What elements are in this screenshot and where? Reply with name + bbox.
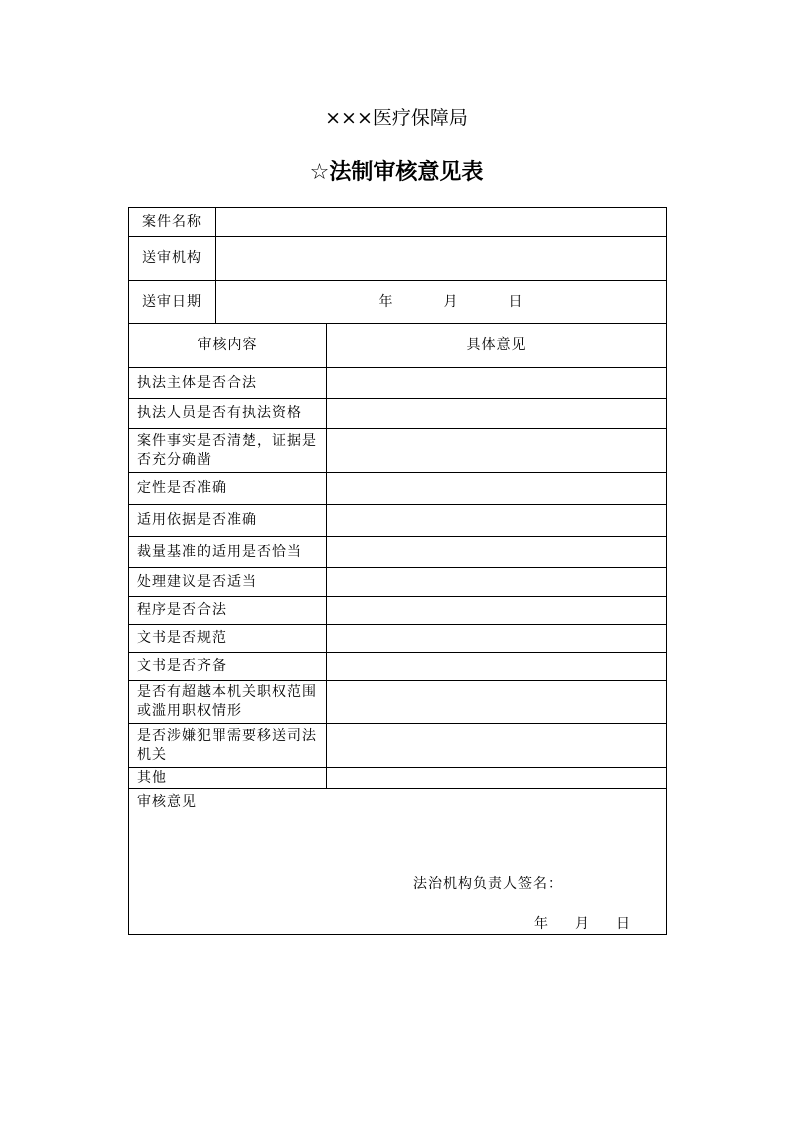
review-item-label: 其他 [129,768,327,789]
review-item-row [129,653,667,681]
review-item-label: 案件事实是否清楚，证据是否充分确凿 [129,429,327,473]
review-item-row [129,625,667,653]
review-item-opinion-field[interactable] [327,368,667,399]
info-row-case-name [129,208,667,237]
submitting-agency-field[interactable] [216,237,667,281]
review-item-opinion-field[interactable] [327,399,667,429]
info-row-submission-date [129,281,667,324]
review-item-row [129,568,667,597]
sig-year-label: 年 [534,916,549,932]
submitting-agency-label: 送审机构 [129,237,216,281]
column-header-review-content: 审核内容 [129,324,327,368]
signer-label: 法治机构负责人签名： [413,876,563,892]
sig-day-label: 日 [616,916,631,932]
review-item-row [129,473,667,505]
review-item-row [129,681,667,724]
column-header-specific-opinion: 具体意见 [327,324,667,368]
form-title: ☆法制审核意见表 [309,160,484,185]
case-name-field[interactable] [216,208,667,237]
review-item-opinion-field[interactable] [327,681,667,724]
signature-date [534,915,631,934]
review-item-opinion-field[interactable] [327,473,667,505]
review-item-label: 适用依据是否准确 [129,505,327,537]
review-item-label: 是否有超越本机关职权范围或滥用职权情形 [129,681,327,724]
review-item-label: 裁量基准的适用是否恰当 [129,537,327,568]
review-item-opinion-field[interactable] [327,568,667,597]
submission-date-label: 送审日期 [129,281,216,324]
review-item-opinion-field[interactable] [327,505,667,537]
review-item-opinion-field[interactable] [327,625,667,653]
review-item-label: 执法人员是否有执法资格 [129,399,327,429]
review-item-row [129,399,667,429]
column-header-row [129,324,667,368]
review-item-row [129,724,667,768]
review-item-opinion-field[interactable] [327,429,667,473]
review-item-label: 执法主体是否合法 [129,368,327,399]
review-item-label: 文书是否齐备 [129,653,327,681]
review-item-label: 是否涉嫌犯罪需要移送司法机关 [129,724,327,768]
review-item-opinion-field[interactable] [327,653,667,681]
review-item-row [129,429,667,473]
review-item-opinion-field[interactable] [327,768,667,789]
case-name-label: 案件名称 [129,208,216,237]
date-day-label: 日 [508,293,524,310]
opinion-field[interactable] [129,789,667,935]
review-item-opinion-field[interactable] [327,597,667,625]
submission-date-field[interactable] [216,281,667,324]
review-item-row [129,537,667,568]
info-row-submitting-agency [129,237,667,281]
review-item-label: 程序是否合法 [129,597,327,625]
review-item-label: 处理建议是否适当 [129,568,327,597]
review-item-label: 定性是否准确 [129,473,327,505]
review-item-opinion-field[interactable] [327,724,667,768]
opinion-row [129,789,667,935]
org-title: ×××医疗保障局 [325,107,468,129]
review-form-table [128,207,667,935]
review-item-row [129,597,667,625]
opinion-label: 审核意见 [137,794,197,810]
review-item-label: 文书是否规范 [129,625,327,653]
sig-month-label: 月 [575,916,590,932]
review-item-row [129,505,667,537]
date-month-label: 月 [443,293,459,310]
review-item-row [129,768,667,789]
review-item-row [129,368,667,399]
date-year-label: 年 [378,293,394,310]
review-item-opinion-field[interactable] [327,537,667,568]
